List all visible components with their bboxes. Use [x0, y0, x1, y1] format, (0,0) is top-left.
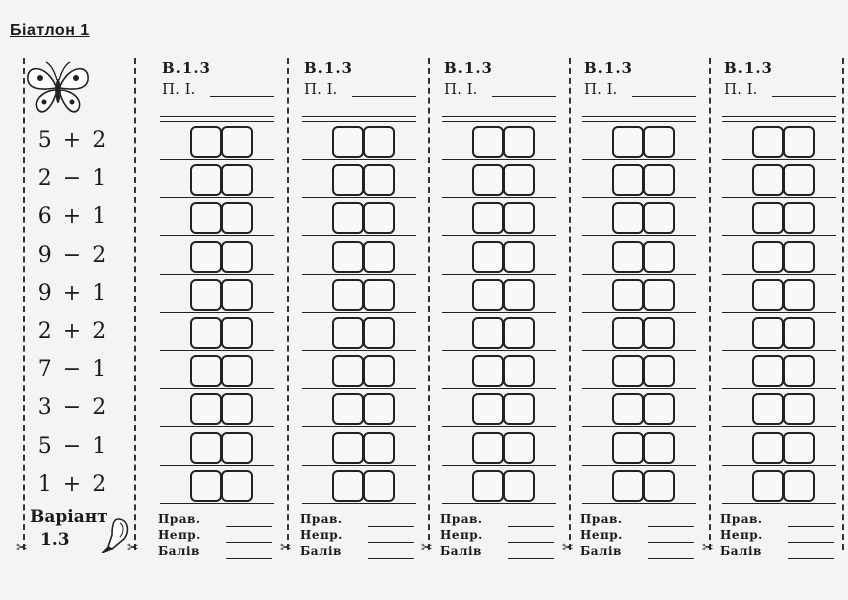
row-rule	[442, 465, 556, 466]
score-field-incorrect[interactable]	[368, 542, 414, 543]
answer-box-tens[interactable]	[612, 202, 644, 234]
score-field-incorrect[interactable]	[508, 542, 554, 543]
exercise-item: 7 − 1	[37, 357, 109, 383]
cut-line	[23, 58, 25, 550]
row-rule	[302, 235, 416, 236]
answer-box-tens[interactable]	[752, 241, 784, 273]
row-rule	[582, 388, 696, 389]
answer-box-tens[interactable]	[752, 164, 784, 196]
answer-box-units[interactable]	[783, 126, 815, 158]
answer-box-units[interactable]	[643, 432, 675, 464]
scissors-icon: ✂	[280, 540, 292, 556]
name-label: П. І.	[162, 80, 196, 98]
name-label: П. І.	[444, 80, 478, 98]
row-rule	[302, 465, 416, 466]
row-rule	[302, 274, 416, 275]
answer-box-units[interactable]	[503, 164, 535, 196]
row-rule	[160, 426, 274, 427]
answer-box-units[interactable]	[221, 470, 253, 502]
answer-box-tens[interactable]	[612, 393, 644, 425]
row-rule	[582, 426, 696, 427]
answer-box-units[interactable]	[503, 355, 535, 387]
answer-box-tens[interactable]	[190, 279, 222, 311]
answer-box-units[interactable]	[643, 470, 675, 502]
score-label-correct: Прав.	[580, 512, 623, 526]
answer-box-tens[interactable]	[190, 432, 222, 464]
row-rule	[722, 235, 836, 236]
answer-box-tens[interactable]	[612, 241, 644, 273]
answer-box-units[interactable]	[503, 393, 535, 425]
scissors-icon: ✂	[702, 540, 714, 556]
answer-box-units[interactable]	[221, 202, 253, 234]
exercise-item: 9 − 2	[37, 242, 109, 268]
answer-box-tens[interactable]	[752, 432, 784, 464]
answer-box-tens[interactable]	[472, 355, 504, 387]
exercise-item: 5 − 1	[37, 433, 109, 459]
answer-box-units[interactable]	[503, 202, 535, 234]
row-rule	[722, 197, 836, 198]
score-field-correct[interactable]	[226, 526, 272, 527]
answer-box-tens[interactable]	[332, 164, 364, 196]
score-label-incorrect: Непр.	[158, 528, 201, 542]
answer-box-units[interactable]	[643, 279, 675, 311]
answer-box-tens[interactable]	[472, 164, 504, 196]
row-rule	[442, 274, 556, 275]
answer-box-tens[interactable]	[332, 241, 364, 273]
answer-box-units[interactable]	[783, 317, 815, 349]
score-field-points[interactable]	[788, 558, 834, 559]
answer-box-units[interactable]	[221, 241, 253, 273]
answer-box-units[interactable]	[363, 241, 395, 273]
answer-box-tens[interactable]	[332, 393, 364, 425]
row-rule	[582, 197, 696, 198]
score-label-correct: Прав.	[300, 512, 343, 526]
answer-box-units[interactable]	[363, 317, 395, 349]
answer-box-units[interactable]	[643, 202, 675, 234]
name-field-line[interactable]	[492, 96, 556, 97]
score-label-correct: Прав.	[158, 512, 201, 526]
row-rule	[442, 235, 556, 236]
answer-box-units[interactable]	[363, 470, 395, 502]
answer-box-tens[interactable]	[752, 470, 784, 502]
answer-box-units[interactable]	[503, 241, 535, 273]
row-rule	[582, 274, 696, 275]
header-rule	[582, 121, 696, 122]
answer-box-tens[interactable]	[472, 241, 504, 273]
score-label-incorrect: Непр.	[440, 528, 483, 542]
answer-box-units[interactable]	[503, 317, 535, 349]
answer-box-tens[interactable]	[472, 126, 504, 158]
page-title: Біатлон 1	[10, 22, 90, 39]
row-rule	[442, 197, 556, 198]
answer-box-tens[interactable]	[190, 126, 222, 158]
row-rule	[302, 503, 416, 504]
answer-box-tens[interactable]	[752, 279, 784, 311]
answer-box-units[interactable]	[221, 279, 253, 311]
score-field-incorrect[interactable]	[648, 542, 694, 543]
variant-number: 1.3	[40, 530, 70, 550]
header-rule	[582, 116, 696, 117]
row-rule	[722, 312, 836, 313]
header-rule	[160, 116, 274, 117]
score-field-points[interactable]	[226, 558, 272, 559]
answer-box-tens[interactable]	[472, 470, 504, 502]
row-rule	[302, 426, 416, 427]
name-field-line[interactable]	[772, 96, 836, 97]
variant-code: В.1.3	[162, 59, 211, 77]
answer-box-tens[interactable]	[190, 164, 222, 196]
answer-box-tens[interactable]	[612, 126, 644, 158]
answer-box-tens[interactable]	[752, 317, 784, 349]
score-field-incorrect[interactable]	[788, 542, 834, 543]
answer-box-units[interactable]	[643, 317, 675, 349]
row-rule	[160, 312, 274, 313]
score-field-points[interactable]	[508, 558, 554, 559]
row-rule	[302, 350, 416, 351]
answer-box-tens[interactable]	[612, 432, 644, 464]
answer-box-units[interactable]	[221, 393, 253, 425]
row-rule	[582, 350, 696, 351]
row-rule	[302, 312, 416, 313]
row-rule	[722, 503, 836, 504]
answer-box-units[interactable]	[363, 279, 395, 311]
answer-box-tens[interactable]	[472, 202, 504, 234]
answer-box-tens[interactable]	[332, 470, 364, 502]
row-rule	[582, 503, 696, 504]
answer-box-units[interactable]	[221, 126, 253, 158]
row-rule	[160, 197, 274, 198]
row-rule	[582, 235, 696, 236]
answer-box-units[interactable]	[783, 202, 815, 234]
score-label-points: Балів	[158, 544, 200, 558]
score-label-incorrect: Непр.	[300, 528, 343, 542]
score-field-correct[interactable]	[368, 526, 414, 527]
row-rule	[160, 350, 274, 351]
row-rule	[302, 159, 416, 160]
score-label-points: Балів	[440, 544, 482, 558]
score-field-correct[interactable]	[788, 526, 834, 527]
exercise-item: 3 − 2	[37, 395, 109, 421]
scissors-icon: ✂	[127, 540, 139, 556]
answer-box-units[interactable]	[783, 432, 815, 464]
answer-box-tens[interactable]	[332, 317, 364, 349]
name-label: П. І.	[724, 80, 758, 98]
answer-box-units[interactable]	[783, 355, 815, 387]
header-rule	[442, 116, 556, 117]
answer-box-units[interactable]	[503, 432, 535, 464]
answer-box-units[interactable]	[643, 393, 675, 425]
answer-box-tens[interactable]	[332, 355, 364, 387]
answer-box-units[interactable]	[503, 470, 535, 502]
answer-box-tens[interactable]	[752, 202, 784, 234]
name-label: П. І.	[584, 80, 618, 98]
row-rule	[582, 312, 696, 313]
answer-box-units[interactable]	[221, 317, 253, 349]
row-rule	[722, 465, 836, 466]
row-rule	[442, 503, 556, 504]
row-rule	[160, 465, 274, 466]
answer-box-units[interactable]	[783, 393, 815, 425]
row-rule	[442, 426, 556, 427]
name-field-line[interactable]	[210, 96, 274, 97]
row-rule	[582, 159, 696, 160]
answer-box-tens[interactable]	[190, 355, 222, 387]
score-label-correct: Прав.	[440, 512, 483, 526]
cut-line	[709, 58, 711, 550]
answer-box-units[interactable]	[643, 126, 675, 158]
name-field-line[interactable]	[352, 96, 416, 97]
score-label-incorrect: Непр.	[720, 528, 763, 542]
header-rule	[442, 121, 556, 122]
answer-box-units[interactable]	[363, 126, 395, 158]
score-field-points[interactable]	[368, 558, 414, 559]
answer-box-tens[interactable]	[332, 432, 364, 464]
answer-box-units[interactable]	[363, 202, 395, 234]
score-field-correct[interactable]	[648, 526, 694, 527]
variant-label: Варіант	[30, 507, 108, 527]
row-rule	[160, 159, 274, 160]
row-rule	[442, 312, 556, 313]
answer-box-units[interactable]	[363, 164, 395, 196]
score-label-correct: Прав.	[720, 512, 763, 526]
row-rule	[442, 350, 556, 351]
exercise-item: 6 + 1	[37, 204, 109, 230]
score-label-incorrect: Непр.	[580, 528, 623, 542]
scissors-icon: ✂	[16, 540, 28, 556]
answer-box-units[interactable]	[643, 355, 675, 387]
row-rule	[722, 274, 836, 275]
row-rule	[160, 503, 274, 504]
answer-box-tens[interactable]	[752, 355, 784, 387]
score-label-points: Балів	[300, 544, 342, 558]
variant-code: В.1.3	[584, 59, 633, 77]
cut-line	[569, 58, 571, 550]
answer-box-tens[interactable]	[612, 279, 644, 311]
answer-box-units[interactable]	[643, 164, 675, 196]
answer-box-units[interactable]	[363, 393, 395, 425]
score-field-incorrect[interactable]	[226, 542, 272, 543]
variant-code: В.1.3	[724, 59, 773, 77]
answer-box-units[interactable]	[783, 241, 815, 273]
row-rule	[722, 350, 836, 351]
row-rule	[722, 159, 836, 160]
row-rule	[722, 388, 836, 389]
answer-box-units[interactable]	[363, 432, 395, 464]
answer-box-tens[interactable]	[472, 317, 504, 349]
row-rule	[442, 159, 556, 160]
header-rule	[722, 121, 836, 122]
cut-line	[287, 58, 289, 550]
answer-box-units[interactable]	[221, 355, 253, 387]
header-rule	[722, 116, 836, 117]
answer-box-units[interactable]	[503, 279, 535, 311]
answer-box-tens[interactable]	[612, 317, 644, 349]
row-rule	[302, 388, 416, 389]
answer-box-tens[interactable]	[752, 393, 784, 425]
name-field-line[interactable]	[632, 96, 696, 97]
cut-line	[428, 58, 430, 550]
variant-code: В.1.3	[304, 59, 353, 77]
row-rule	[160, 274, 274, 275]
answer-box-tens[interactable]	[752, 126, 784, 158]
row-rule	[722, 426, 836, 427]
answer-box-tens[interactable]	[190, 393, 222, 425]
cut-line	[842, 58, 844, 550]
answer-box-units[interactable]	[221, 432, 253, 464]
answer-box-tens[interactable]	[612, 355, 644, 387]
header-rule	[302, 116, 416, 117]
answer-box-tens[interactable]	[190, 470, 222, 502]
row-rule	[160, 235, 274, 236]
answer-box-tens[interactable]	[472, 432, 504, 464]
answer-box-tens[interactable]	[190, 202, 222, 234]
header-rule	[302, 121, 416, 122]
name-label: П. І.	[304, 80, 338, 98]
answer-box-tens[interactable]	[332, 126, 364, 158]
row-rule	[160, 388, 274, 389]
answer-box-tens[interactable]	[190, 241, 222, 273]
answer-box-tens[interactable]	[612, 164, 644, 196]
answer-box-tens[interactable]	[472, 393, 504, 425]
answer-box-units[interactable]	[783, 470, 815, 502]
answer-box-units[interactable]	[783, 164, 815, 196]
answer-box-units[interactable]	[643, 241, 675, 273]
exercise-item: 1 + 2	[37, 471, 109, 497]
pen-nib-icon	[98, 515, 132, 553]
answer-box-units[interactable]	[783, 279, 815, 311]
scissors-icon: ✂	[562, 540, 574, 556]
score-field-points[interactable]	[648, 558, 694, 559]
answer-box-tens[interactable]	[612, 470, 644, 502]
exercise-item: 2 + 2	[37, 319, 109, 344]
score-field-correct[interactable]	[508, 526, 554, 527]
answer-box-tens[interactable]	[332, 202, 364, 234]
answer-box-units[interactable]	[503, 126, 535, 158]
scissors-icon: ✂	[421, 540, 433, 556]
exercise-item: 2 − 1	[37, 166, 109, 192]
butterfly-icon	[22, 58, 94, 120]
row-rule	[302, 197, 416, 198]
answer-box-tens[interactable]	[332, 279, 364, 311]
answer-box-units[interactable]	[221, 164, 253, 196]
score-label-points: Балів	[580, 544, 622, 558]
cut-line	[134, 58, 136, 550]
header-rule	[160, 121, 274, 122]
row-rule	[582, 465, 696, 466]
score-label-points: Балів	[720, 544, 762, 558]
exercise-item: 5 + 2	[37, 128, 109, 153]
answer-box-tens[interactable]	[190, 317, 222, 349]
answer-box-units[interactable]	[363, 355, 395, 387]
exercise-item: 9 + 1	[37, 280, 109, 306]
row-rule	[442, 388, 556, 389]
answer-box-tens[interactable]	[472, 279, 504, 311]
variant-code: В.1.3	[444, 59, 493, 77]
